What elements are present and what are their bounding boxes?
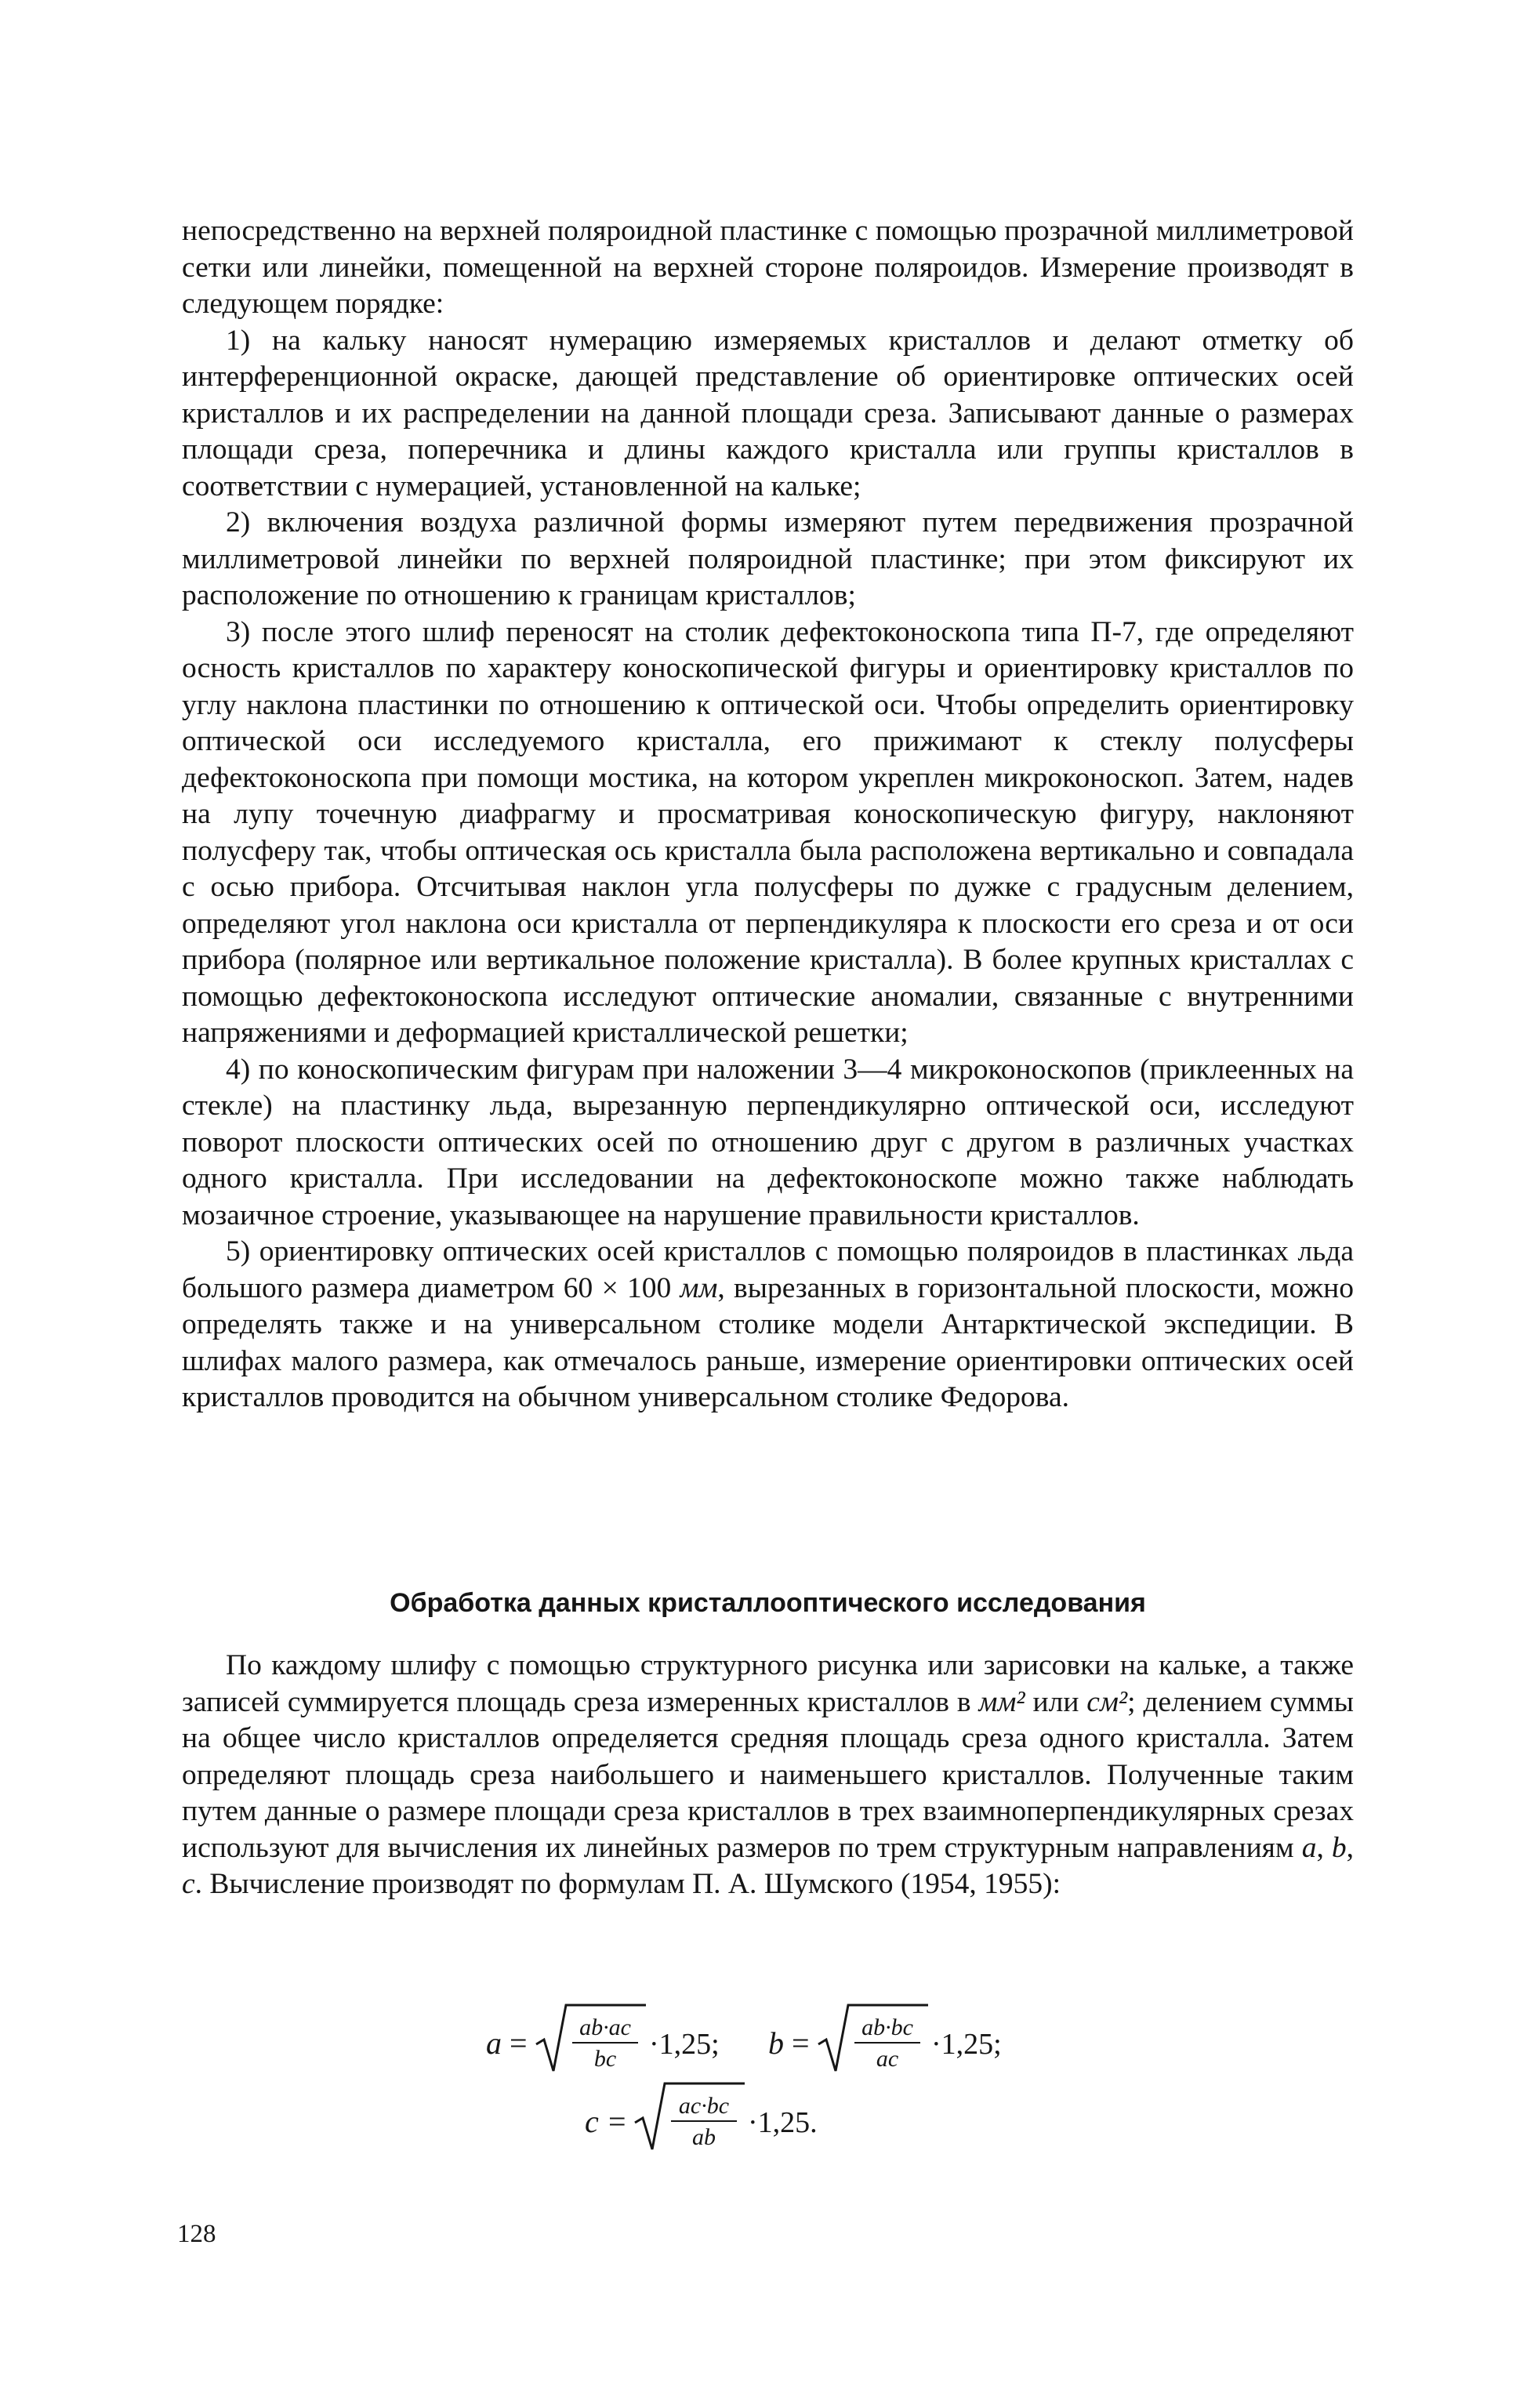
formula-b-factor: ·1,25; (931, 2028, 1002, 2061)
formula-svg (182, 1999, 1354, 2163)
formula-c (585, 2083, 818, 2150)
list-item-3: 3) после этого шлиф переносят на столик дефектоконоскопа типа П-7, где определяют осность кристаллов по характеру коноскопической фигуры и ориентировку кристаллов по углу наклона пластинки по отношению к оптической оси. Чтобы определить ориентировку оптической оси исследуемого кристалла, его прижимают к стеклу полусферы дефектоконоскопа при помощи мостика, на котором укреплен микроконоскоп. Затем, надев на лупу точечную диафрагму и просматривая коноскопическую фигуру, наклоняют полусферу так, чтобы оптическая ось кристалла была расположена вертикально и совпадала с осью прибора. Отсчитывая наклон угла полусферы по дужке с градусным делением, определяют угол наклона оси кристалла от перпендикуляра к плоскости его среза и от оси прибора (полярное или вертикальное положение кристалла). В более крупных кристаллах с помощью дефектоконоскопа исследуют оптические аномалии, связанные с внутренними напряжениями и деформацией кристаллической решетки; (182, 615, 1354, 1049)
formula-a-factor: ·1,25; (649, 2028, 720, 2061)
formula-c-equals: = (608, 2104, 626, 2139)
unit-mm2: мм² (978, 1685, 1025, 1718)
body-text-block (182, 213, 1354, 1416)
formula-b-equals: = (792, 2025, 810, 2061)
formula-b-numerator: ab·bc (861, 2015, 913, 2040)
list-item-5-text-a: 5) ориентировку оптических осей кристаллов с помощью поляроидов в пластинках льда большого размера диаметром 60 × 100 (182, 1235, 1354, 1304)
formula-b-lhs: b (768, 2025, 784, 2061)
processing-text-block (182, 1648, 1354, 1903)
formula-block (182, 1999, 1354, 2163)
list-item-1: 1) на кальку наносят нумерацию измеряемых кристаллов и делают отметку об интерференционной окраске, дающей представление об ориентировке оптических осей кристаллов и их распределении на данной площади среза. Записывают данные о размерах площади среза, поперечника и длины каждого кристалла или группы кристаллов в соответствии с нумерацией, установленной на кальке; (182, 324, 1354, 502)
proc-comma-1: , (1316, 1831, 1332, 1864)
list-item-5-text-b: , вырезанных в горизонтальной плоскости, можно определять также и на универсальном столике модели Антарктической экспедиции. В шлифах малого размера, как отмечалось раньше, измерение ориентировки оптических осей кристаллов проводится на обычном универсальном столике Федорова. (182, 1271, 1354, 1413)
section-heading: Обработка данных кристаллооптического исследования (390, 1588, 1146, 1618)
proc-text-2: или (1025, 1685, 1087, 1718)
paragraph-continuation: непосредственно на верхней поляроидной пластинке с помощью прозрачной миллиметровой сетки или линейки, помещенной на верхней стороне поляроидов. Измерение производят в следующем порядке: (182, 215, 1354, 320)
var-b: b (1331, 1831, 1347, 1864)
proc-text-3: ; делением суммы на общее число кристаллов определяется средняя площадь среза одного кристалла. Затем определяют площадь среза наибольшего и наименьшего кристаллов. Полученные таким путем данные о размере площади среза кристаллов в трех взаимноперпендикулярных срезах используют для вычисления их линейных размеров по трем структурным направлениям (182, 1685, 1354, 1864)
formula-b (768, 2005, 1002, 2072)
page-number: 128 (177, 2220, 216, 2248)
formula-c-lhs: c (585, 2104, 599, 2139)
formula-a-denominator: bc (593, 2046, 617, 2072)
var-c: c (182, 1868, 195, 1900)
formula-c-factor: ·1,25. (748, 2106, 818, 2139)
formula-c-numerator: ac·bc (678, 2093, 730, 2119)
proc-text-1: По каждому шлифу с помощью структурного рисунка или зарисовки на кальке, а также записей суммируется площадь среза измеренных кристаллов в (182, 1649, 1354, 1718)
list-item-2: 2) включения воздуха различной формы измеряют путем передвижения прозрачной миллиметровой линейки по верхней поляроидной пластинке; при этом фиксируют их расположение по отношению к границам кристаллов; (182, 506, 1354, 611)
proc-text-4: . Вычисление производят по формулам П. А. Шумского (1954, 1955): (194, 1868, 1061, 1900)
formula-a-lhs: a (486, 2025, 502, 2061)
formula-a (486, 2005, 720, 2072)
list-item-4: 4) по коноскопическим фигурам при наложении 3—4 микроконоскопов (приклеенных на стекле) на пластинку льда, вырезанную перпендикулярно оптической оси, исследуют поворот плоскости оптических осей по отношению друг с другом в различных участках одного кристалла. При исследовании на дефектоконоскопе можно также наблюдать мозаичное строение, указывающее на нарушение правильности кристаллов. (182, 1053, 1354, 1231)
formula-c-denominator: ab (692, 2124, 716, 2150)
formula-a-equals: = (510, 2025, 528, 2061)
list-item-5 (182, 1234, 1354, 1416)
formula-b-denominator: ac (876, 2046, 899, 2072)
proc-comma-2: , (1346, 1831, 1355, 1864)
unit-mm: мм (680, 1271, 718, 1304)
unit-cm2: см² (1086, 1685, 1128, 1718)
var-a: a (1301, 1831, 1317, 1864)
processing-paragraph (182, 1648, 1354, 1903)
formula-a-numerator: ab·ac (579, 2015, 631, 2040)
